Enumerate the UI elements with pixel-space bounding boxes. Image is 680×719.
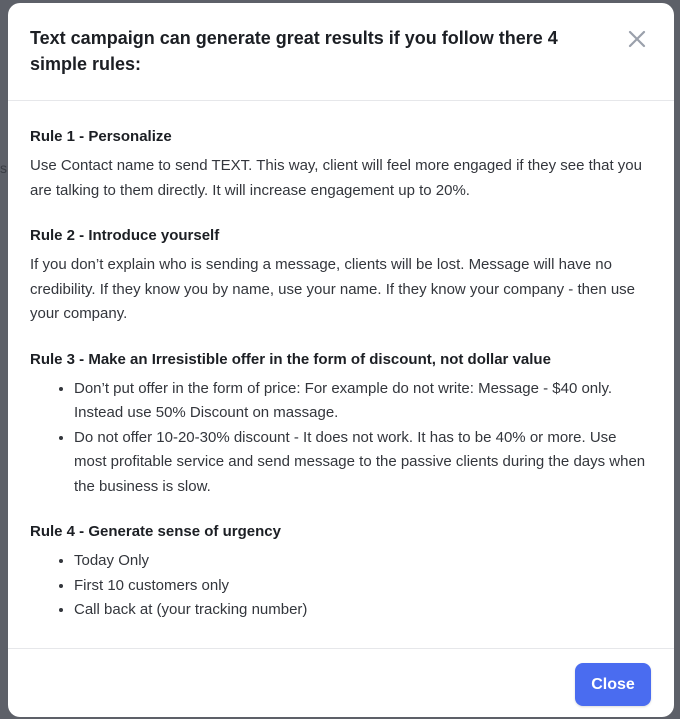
list-item: • Today Only [74,549,652,574]
rule-2 [30,225,652,327]
rule-list [30,549,652,623]
dialog-header [8,3,674,101]
dialog-body [8,101,674,648]
rule-text: Use Contact name to send TEXT. This way, client will feel more engaged if they see that you are talking to them directly. It will increase engagement up to 20%. [30,157,642,199]
rule-heading: Rule 3 - Make an Irresistible offer in the form of discount, not dollar value [30,350,551,368]
rule-list [30,377,652,500]
close-button[interactable]: Close [575,663,651,706]
rule-heading: Rule 1 - Personalize [30,128,172,145]
rule-text: If you don’t explain who is sending a message, clients will be lost. Message will have no credibility. If they know you by name, use your name. If they know your company - then use your company. [30,256,636,322]
close-x-icon[interactable] [625,27,649,51]
list-item: • Call back at (your tracking number) [74,598,652,623]
rules-dialog [8,3,674,717]
list-item: • Don’t put offer in the form of price: For example do not write: Message - $40 only. Instead use 50% Discount on massage. [74,377,652,426]
rule-heading: Rule 2 - Introduce yourself [30,227,220,244]
dialog-footer [8,648,674,717]
list-item: • Do not offer 10-20-30% discount - It does not work. It has to be 40% or more. Use most profitable service and send message to the passive clients during the days when the business is slow. [74,426,652,500]
rule-4 [30,521,652,623]
rule-3 [30,349,652,500]
dialog-title: Text campaign can generate great results if you follow there 4 simple rules: [30,28,558,74]
rule-1 [30,126,652,203]
rule-heading: Rule 4 - Generate sense of urgency [30,523,281,540]
backdrop-edge-text: s [0,160,7,176]
list-item: • First 10 customers only [74,574,652,599]
